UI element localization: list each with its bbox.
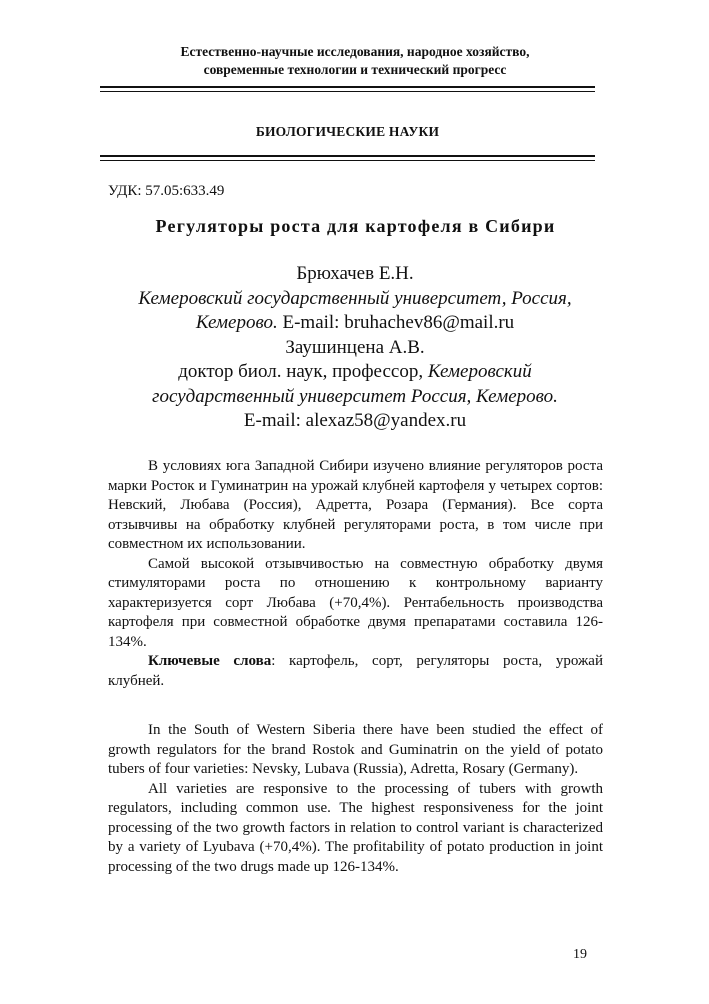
- keywords-text: : картофель, сорт, регуляторы роста, урожай клубней.: [108, 653, 603, 689]
- author-2-name: Заушинцена А.В.: [285, 336, 425, 358]
- section-rule-bottom: [100, 160, 595, 161]
- author-1-name: Брюхачев Е.Н.: [296, 263, 414, 284]
- header-rule-bottom: [100, 91, 595, 92]
- keywords: [108, 652, 603, 691]
- section-rule-top: [100, 155, 595, 157]
- author-2-affiliation-part1: Кемеровский: [427, 361, 532, 382]
- journal-header: [100, 43, 610, 79]
- article-title: Регуляторы роста для картофеля в Сибири: [155, 216, 556, 236]
- abstract-en-paragraph-2: All varieties are responsive to the processing of tubers with growth regulators, including common use. The highest responsiveness for the joint processing of the two growth factors in relation to control variant is characterized by a variety of Lyubava (+70,4%). The profitability of potato production in joint processing of the two drugs made up 126-134%.: [108, 780, 603, 875]
- abstract-ru-paragraph-1: В условиях юга Западной Сибири изучено влияние регуляторов роста марки Росток и Гуминатрин на урожай клубней картофеля у четырех сортов: Невский, Любава (Россия), Адретта, Розара (Германия). Все сорта отзывчивы на обработку клубней регуляторами роста, в том числе при совместном их использовании.: [108, 458, 603, 552]
- section-heading: БИОЛОГИЧЕСКИЕ НАУКИ: [255, 124, 440, 139]
- authors-block: [100, 262, 610, 434]
- journal-title-line1: Естественно-научные исследования, народное хозяйство,: [180, 44, 530, 59]
- page-number: 19: [573, 947, 587, 962]
- author-2-position: доктор биол. наук, профессор,: [178, 361, 424, 382]
- abstract-en-paragraph-1: In the South of Western Siberia there have been studied the effect of growth regulators for the brand Rostok and Guminatrin on the yield of potato tubers of four varieties: Nevsky, Lubava (Russia), Adretta, Rosary (Germany).: [108, 722, 603, 777]
- author-2-position-line: [100, 360, 610, 385]
- author-2-email: E-mail: alexaz58@yandex.ru: [243, 410, 467, 431]
- header-rule-top: [100, 86, 595, 88]
- author-1-city: Кемерово.: [195, 312, 278, 333]
- author-1-affiliation: Кемеровский государственный университет, Россия,: [138, 287, 572, 309]
- udc-code: УДК: 57.05:633.49: [108, 183, 225, 199]
- abstract-ru-paragraph-2: Самой высокой отзывчивостью на совместную обработку двумя стимуляторами роста по отношению к контрольному варианту характеризуется сорт Любава (+70,4%). Рентабельность производства картофеля при совместной обработке двумя препаратами составила 126-134%.: [108, 555, 603, 650]
- journal-title-line2: современные технологии и технический прогресс: [203, 62, 507, 77]
- author-2-affiliation-part2: государственный университет Россия, Кемерово.: [152, 385, 558, 407]
- author-1-email: E-mail: bruhachev86@mail.ru: [282, 312, 515, 333]
- abstract-english: [108, 721, 603, 877]
- author-1-city-email: [100, 311, 610, 336]
- keywords-label: Ключевые слова: [148, 653, 272, 669]
- abstract-russian: [108, 457, 603, 691]
